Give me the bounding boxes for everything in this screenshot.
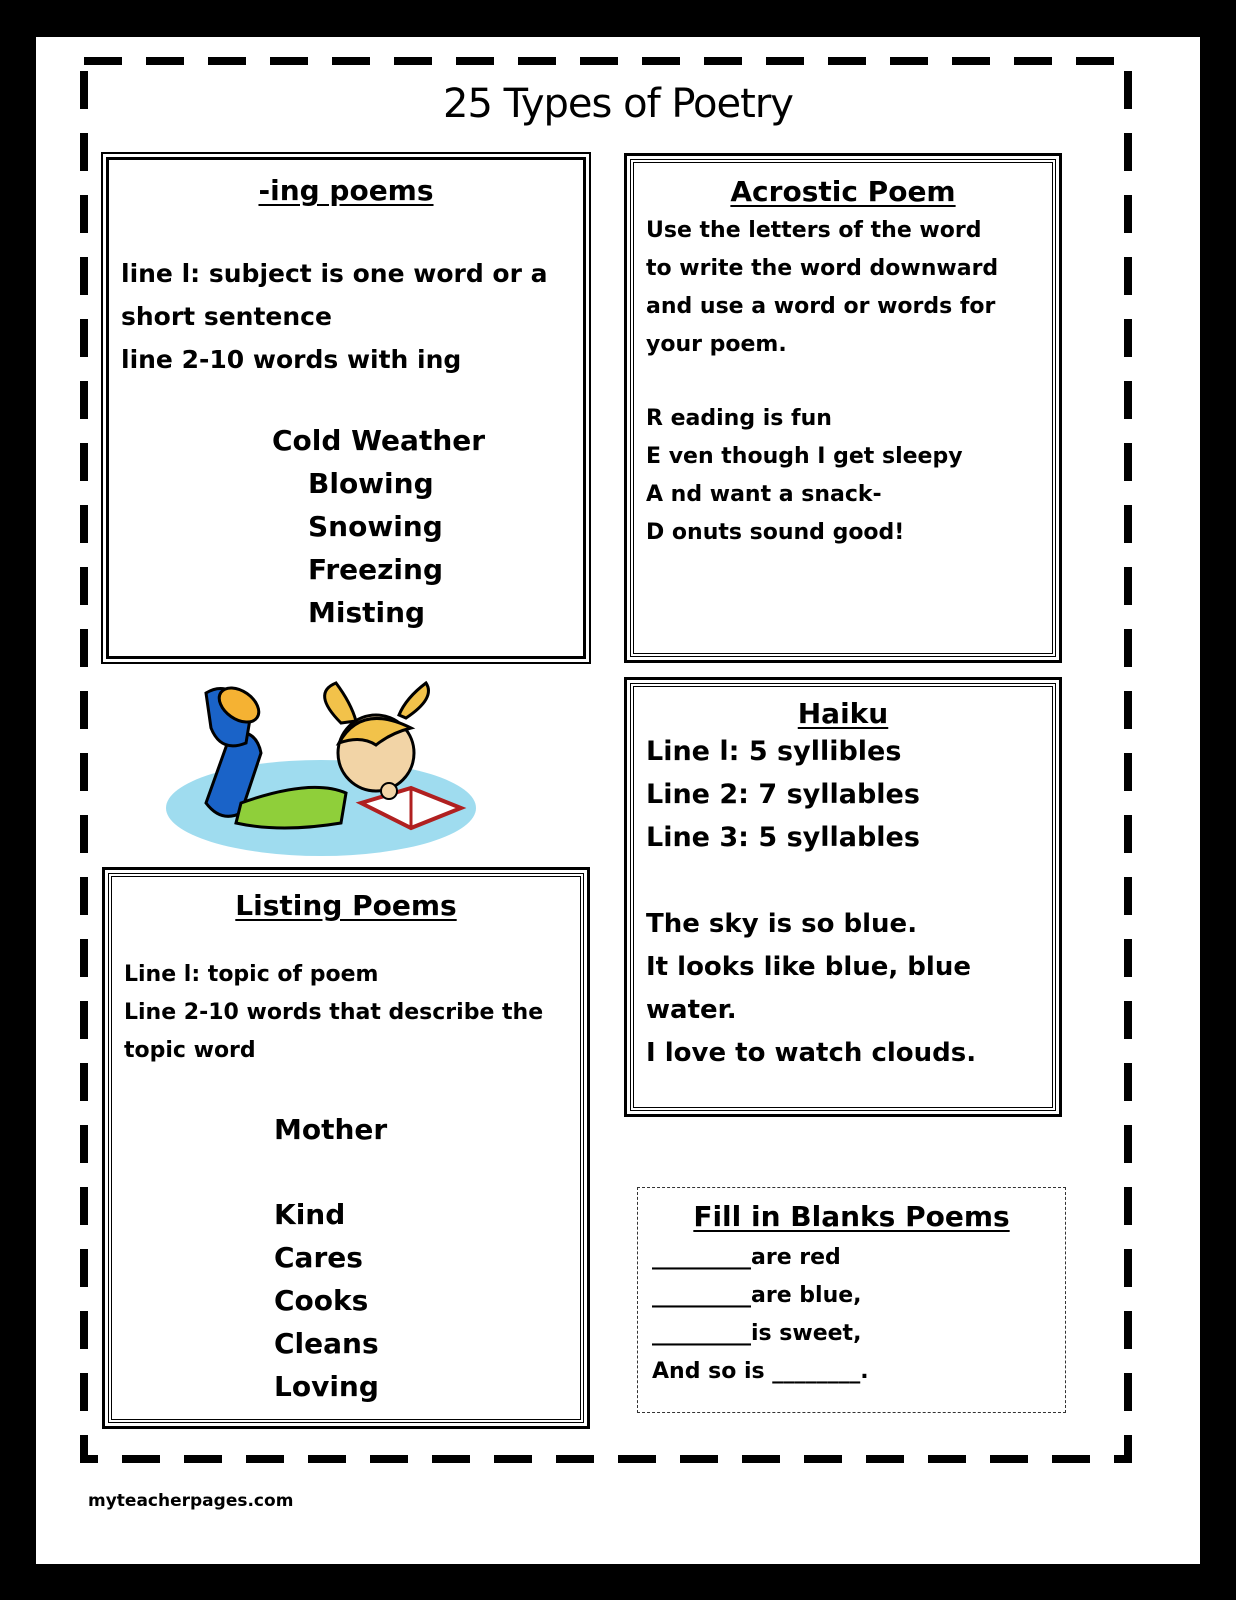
haiku-rules [646,730,1052,859]
poem-line: water. [646,995,737,1025]
poem-line: A nd want a snack- [646,482,882,507]
poem-line: It looks like blue, blue [646,952,971,982]
child-reading-illustration [161,673,481,863]
rule-line: Line l: topic of poem [124,962,379,987]
rule-line: Line l: 5 syllibles [646,736,902,767]
ing-poems-box [106,157,586,659]
poem-line: D onuts sound good! [646,520,905,545]
page-title: 25 Types of Poetry [443,81,793,127]
listing-poems-box [108,873,584,1423]
rule-line: and use a word or words for [646,294,996,319]
rule-line: Line 2: 7 syllables [646,779,920,810]
ing-rules [121,252,583,381]
poem-title: Cold Weather [272,424,486,457]
ing-poems-heading: -ing poems [258,174,434,207]
poem-line: Snowing [308,510,443,543]
website-footer: myteacherpages.com [88,1491,294,1511]
rule-line: your poem. [646,332,787,357]
poem-line: And so is ________. [652,1359,869,1384]
rule-line: short sentence [121,302,332,331]
poem-line: _________are red [652,1245,841,1270]
rule-line: line 2-10 words with ing [121,345,462,374]
fill-in-blanks-box [637,1187,1066,1413]
acrostic-heading: Acrostic Poem [730,175,956,208]
rule-line: Line 3: 5 syllables [646,822,920,853]
poem-line: _________are blue, [652,1283,862,1308]
poem-line: Cleans [274,1327,379,1360]
worksheet-page [36,37,1200,1564]
poem-line: Loving [274,1370,379,1403]
poem-title: Mother [274,1113,388,1146]
poem-line: I love to watch clouds. [646,1038,977,1068]
rule-line: Use the letters of the word [646,218,982,243]
poem-line: _________is sweet, [652,1321,862,1346]
fill-heading: Fill in Blanks Poems [693,1200,1010,1233]
poem-line: Cooks [274,1284,369,1317]
rule-line: line l: subject is one word or a [121,259,548,288]
acrostic-poem [646,400,1052,552]
haiku-box [630,683,1056,1111]
poem-line: The sky is so blue. [646,909,918,939]
haiku-heading: Haiku [797,697,889,730]
rule-line: to write the word downward [646,256,999,281]
poem-line: Kind [274,1198,346,1231]
listing-poem [274,1108,580,1408]
acrostic-rules [646,212,1052,364]
fill-lines [652,1239,1065,1391]
poem-line: Freezing [308,553,443,586]
listing-heading: Listing Poems [235,889,457,922]
rule-line: Line 2-10 words that describe the [124,1000,544,1025]
poem-line: R eading is fun [646,406,832,431]
poem-line: E ven though I get sleepy [646,444,963,469]
ing-poem [272,419,583,634]
poem-line: Misting [308,596,426,629]
poem-line: Blowing [308,467,434,500]
rule-line: topic word [124,1038,256,1063]
haiku-poem [646,903,1052,1075]
listing-rules [124,956,580,1070]
acrostic-poem-box [630,159,1056,657]
poem-line: Cares [274,1241,363,1274]
